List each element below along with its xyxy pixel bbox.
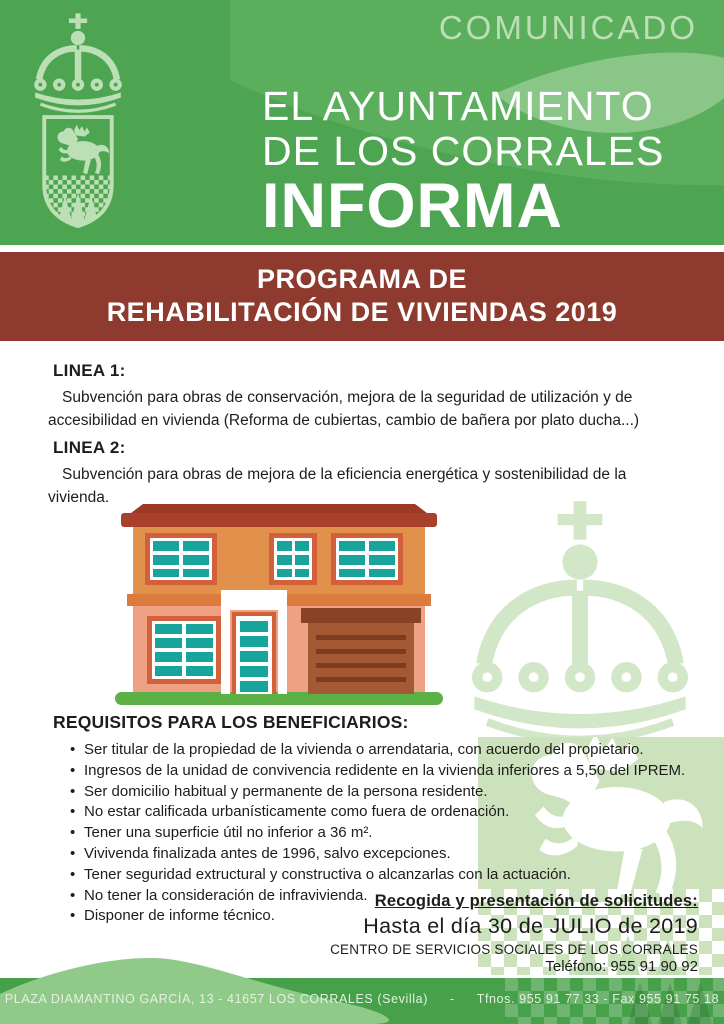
lower-window [147, 616, 221, 684]
footer-phones: Tfnos. 955 91 77 33 - Fax 955 91 75 18 [476, 992, 720, 1006]
comunicado-badge: COMUNICADO [438, 9, 698, 46]
house-illustration [113, 502, 445, 708]
linea1-body: Subvención para obras de conservación, mejora de la seguridad de utilización y de accesibilidad en vivienda (Reforma de cubiertas, cambio de bañera por plato ducha...) [48, 389, 640, 429]
upper-window-right [331, 533, 403, 585]
linea2-body: Subvención para obras de mejora de la eficiencia energética y sostenibilidad de la vivienda. [48, 466, 627, 506]
title-line-2: DE LOS CORRALES [262, 128, 665, 174]
list-item: • Ingresos de la unidad de convivencia redidente en la vivienda inferiores a 5,50 del IPREM. [70, 761, 685, 782]
program-banner [0, 252, 724, 341]
upper-window-middle [269, 533, 317, 585]
linea2-heading: LINEA 2: [53, 438, 126, 457]
list-item: • Ser domicilio habitual y permanente de la persona residente. [70, 782, 685, 803]
list-item: • Tener una superficie útil no inferior a 36 m². [70, 823, 685, 844]
banner-line-1: PROGRAMA DE [256, 264, 467, 294]
linea1-heading: LINEA 1: [53, 361, 126, 380]
house-roof-ridge [131, 504, 427, 513]
banner-line-2: REHABILITACIÓN DE VIVIENDAS 2019 [106, 297, 618, 327]
header-title [262, 83, 665, 241]
list-item: • Vivivenda finalizada antes de 1996, salvo excepciones. [70, 844, 685, 865]
solicitudes-block [278, 892, 698, 975]
upper-window-left [145, 533, 217, 585]
list-item: • Disponer de informe técnico. [70, 906, 685, 927]
list-item: • Ser titular de la propiedad de la vivienda o arrendataria, con acuerdo del propietario. [70, 740, 685, 761]
content-area [0, 341, 724, 975]
footer-address: PLAZA DIAMANTINO GARCÍA, 13 - 41657 LOS CORRALES (Sevilla) [4, 992, 428, 1006]
list-item: • No estar calificada urbanísticamente como fuera de ordenación. [70, 802, 685, 823]
solicitudes-phone: Teléfono: 955 91 90 92 [545, 958, 698, 975]
solicitudes-place: CENTRO DE SERVICIOS SOCIALES DE LOS CORRALES [330, 942, 698, 957]
list-item: • Tener seguridad extructural y constructiva o alcanzarlas con la actuación. [70, 865, 685, 886]
requisitos-heading: REQUISITOS PARA LOS BENEFICIARIOS: [53, 712, 409, 732]
header-band [0, 0, 724, 245]
footer-separator: - [449, 992, 455, 1006]
garage-door [301, 608, 421, 694]
house-roof [121, 513, 437, 527]
title-line-1: EL AYUNTAMIENTO [262, 83, 654, 129]
title-line-3: INFORMA [262, 171, 563, 241]
solicitudes-deadline: Hasta el día 30 de JULIO de 2019 [363, 914, 698, 938]
list-item: • No tener la consideración de infravivienda. [70, 886, 685, 907]
footer-address-line [0, 992, 724, 1006]
solicitudes-heading: Recogida y presentación de solicitudes: [374, 892, 698, 910]
watermark-crown [452, 498, 708, 738]
coat-of-arms [26, 12, 130, 230]
